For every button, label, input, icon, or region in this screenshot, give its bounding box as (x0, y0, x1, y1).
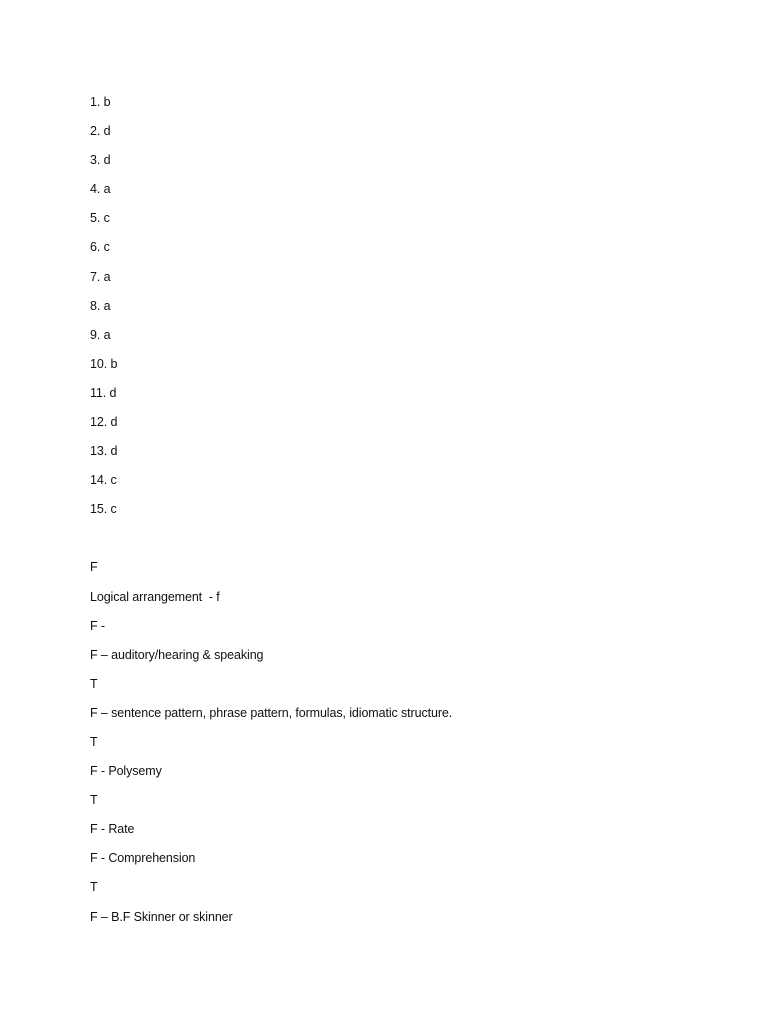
answer-item: 5. c (90, 211, 110, 226)
true-false-item: F - Polysemy (90, 764, 162, 779)
true-false-item: T (90, 793, 98, 808)
answer-item: 2. d (90, 124, 111, 139)
answer-item: 12. d (90, 415, 118, 430)
answer-item: 9. a (90, 327, 111, 342)
true-false-item: F – B.F Skinner or skinner (90, 909, 233, 924)
answer-item: 1. b (90, 95, 111, 109)
true-false-item: T (90, 676, 98, 691)
answer-item: 13. d (90, 444, 118, 459)
answer-item: 3. d (90, 153, 111, 168)
true-false-item: F – auditory/hearing & speaking (90, 647, 264, 662)
answer-list (90, 92, 728, 528)
true-false-item: T (90, 734, 98, 749)
answer-item: 11. d (90, 385, 117, 400)
answer-item: 15. c (90, 502, 117, 517)
answer-item: 4. a (90, 182, 111, 197)
answer-item: 14. c (90, 473, 117, 488)
true-false-list (90, 557, 728, 935)
true-false-item: F - (90, 618, 105, 633)
true-false-item: Logical arrangement - f (90, 589, 220, 604)
section-spacer (90, 528, 728, 557)
answer-item: 6. c (90, 240, 110, 255)
true-false-item: F – sentence pattern, phrase pattern, formulas, idiomatic structure. (90, 705, 453, 720)
true-false-item: T (90, 880, 98, 895)
true-false-item: F - Rate (90, 822, 135, 837)
answer-item: 10. b (90, 356, 118, 371)
true-false-item: F - Comprehension (90, 851, 196, 866)
true-false-item: F (90, 560, 98, 575)
document-page (90, 92, 728, 936)
answer-item: 7. a (90, 269, 111, 284)
answer-item: 8. a (90, 298, 111, 313)
